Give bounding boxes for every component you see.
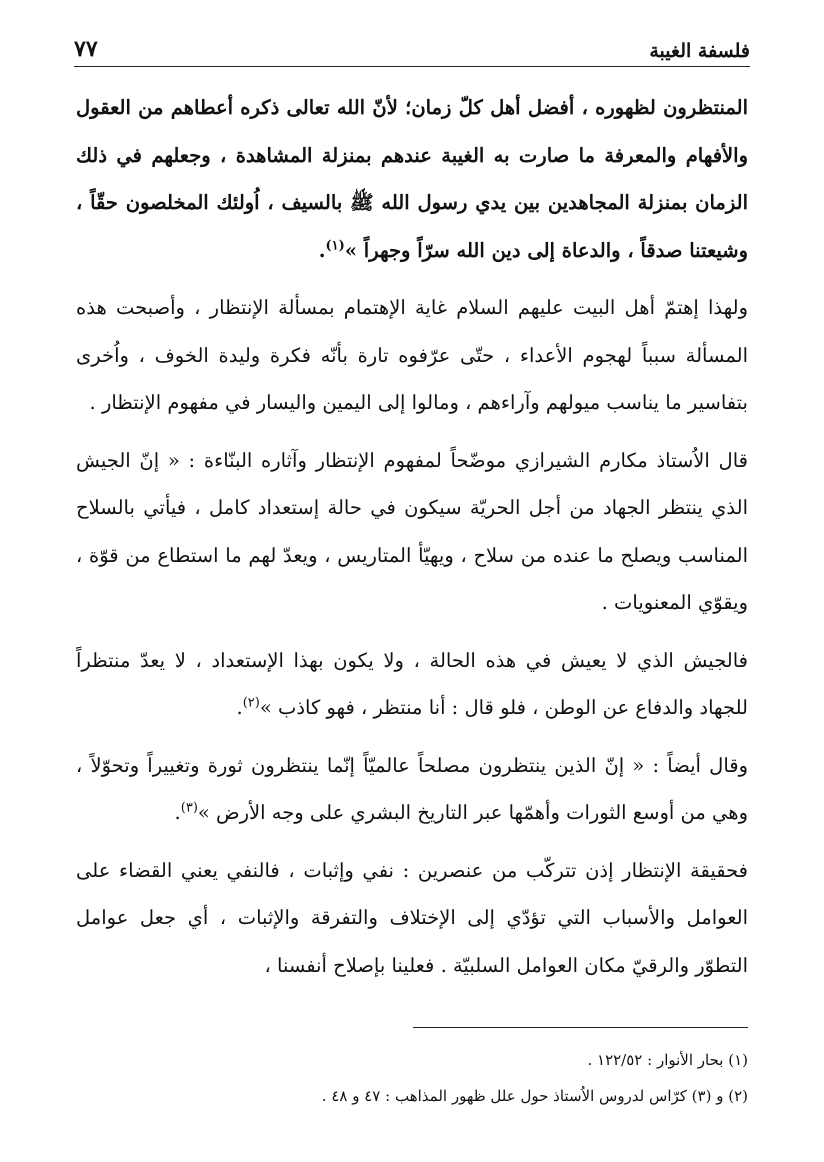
paragraph-text: فحقيقة الإنتظار إذن تتركّب من عنصرين : نفي وإثبات ، فالنفي يعني القضاء على العوامل والأسباب التي تؤدّي إلى الإختلاف والتفرقة والإثبات ، أي جعل عوامل التطوّر والرقيّ مكان العوامل السلبيّة . فعلينا بإصلاح أنفسنا ،: [76, 858, 748, 977]
paragraph-6: [76, 847, 748, 990]
footnote-1: (١) بحار الأنوار : ١٢٢/٥٢ .: [587, 1051, 748, 1069]
footnotes: [76, 1042, 748, 1114]
footnote-divider: [413, 1027, 748, 1028]
paragraph-4: [76, 637, 748, 732]
page-header: [74, 28, 750, 67]
running-title: فلسفة الغيبة: [649, 40, 750, 62]
paragraph-text: المنتظرون لظهوره ، أفضل أهل كلّ زمان؛ لأنّ الله تعالى ذكره أعطاهم من العقول والأفهام والمعرفة ما صارت به الغيبة عندهم بمنزلة المشاهدة ، وجعلهم في ذلك الزمان بمنزلة المجاهدين بين يدي رسول الله ﷺ بالسيف ، اُولئك المخلصون حقّاً ، وشيعتنا صدقاً ، والدعاة إلى دين الله سرّاً وجهراً »: [76, 96, 748, 262]
footnote-2: (٢) و (٣) كرّاس لدروس الاُستاذ حول علل ظهور المذاهب : ٤٧ و ٤٨ .: [321, 1087, 748, 1105]
paragraph-3: [76, 437, 748, 627]
paragraph-text: ولهذا إهتمّ أهل البيت عليهم السلام غاية الإهتمام بمسألة الإنتظار ، وأصبحت هذه المسألة سبباً لهجوم الأعداء ، حتّى عرّفوه تارة بأنّه فكرة وليدة الخوف ، واُخرى بتفاسير ما يناسب ميولهم وآراءهم ، ومالوا إلى اليمين واليسار في مفهوم الإنتظار .: [76, 296, 748, 414]
page-number: ٧٧: [74, 36, 98, 62]
footnote-ref: (١): [325, 238, 345, 253]
paragraph-text: قال الاُستاذ مكارم الشيرازي موضّحاً لمفهوم الإنتظار وآثاره البنّاءة : « إنّ الجيش الذي ينتظر الجهاد من أجل الحريّة سيكون في حالة إستعداد كامل ، فيأتي بالسلاح المناسب ويصلح ما عنده من سلاح ، ويهيّأ المتاريس ، ويعدّ لهم ما استطاع من قوّة ، ويقوّي المعنويات .: [76, 448, 748, 614]
paragraph-end: .: [236, 696, 243, 719]
paragraph-text: وقال أيضاً : « إنّ الذين ينتظرون مصلحاً عالميّاً إنّما ينتظرون ثورة وتغييراً وتحوّلاً ، وهي من أوسع الثورات وأهمّها عبر التاريخ البشري على وجه الأرض »: [76, 753, 748, 824]
paragraph-1: [76, 84, 748, 274]
footnote-ref: (٢): [242, 695, 260, 711]
paragraph-text: فالجيش الذي لا يعيش في هذه الحالة ، ولا يكون بهذا الإستعداد ، لا يعدّ منتظراً للجهاد والدفاع عن الوطن ، فلو قال : أنا منتظر ، فهو كاذب »: [76, 648, 748, 719]
body-text: [76, 84, 748, 999]
paragraph-2: [76, 284, 748, 427]
paragraph-end: .: [318, 238, 326, 262]
paragraph-5: [76, 742, 748, 837]
paragraph-end: .: [174, 801, 181, 824]
footnote-ref: (٣): [180, 800, 198, 816]
